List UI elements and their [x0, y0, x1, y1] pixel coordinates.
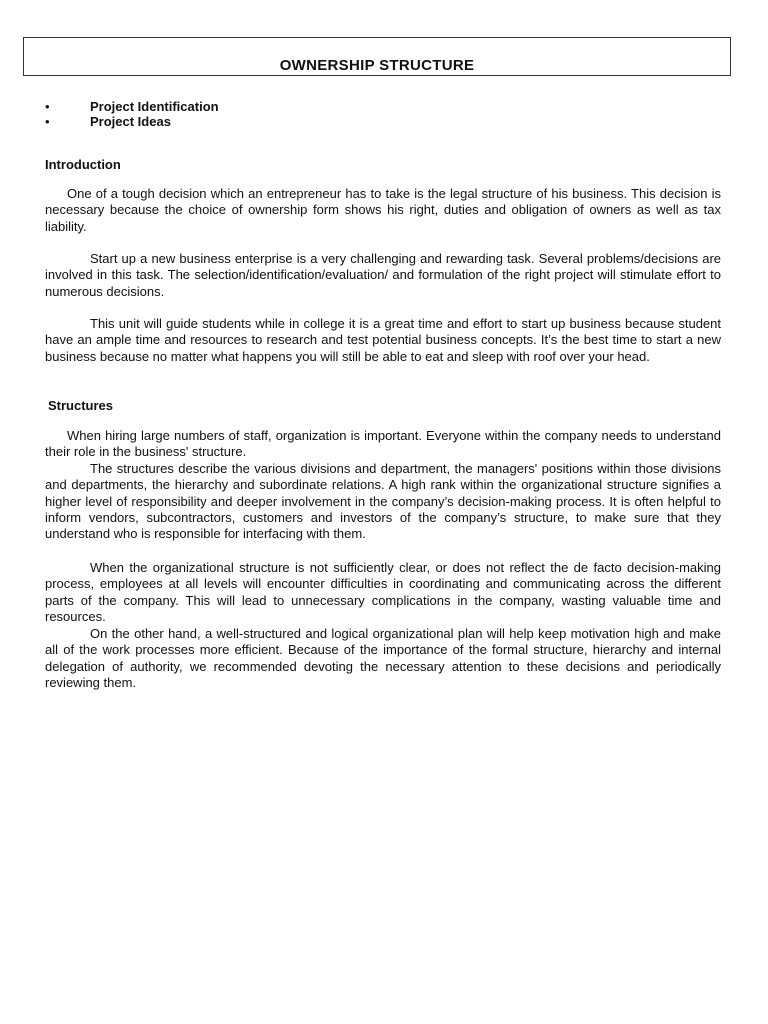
list-item	[45, 114, 219, 129]
structures-paragraph-1: When hiring large numbers of staff, organization is important. Everyone within the company needs to understand their role in the business' structure.	[45, 428, 721, 460]
structures-paragraph-2: The structures describe the various divisions and department, the managers' positions within those divisions and departments, the hierarchy and subordinate relations. A high rank within the organizational structure signifies a higher level of responsibility and deeper involvement in the company’s decision-making process. It is often helpful to inform vendors, subcontractors, customers and investors of the company’s structure, to make sure that they understand who is responsible for interfacing with them.	[45, 461, 721, 542]
introduction-paragraph-1: One of a tough decision which an entrepreneur has to take is the legal structure of his business. This decision is necessary because the choice of ownership form shows his right, duties and obligation of owners as well as tax liability.	[45, 186, 721, 234]
bullet-text: Project Ideas	[90, 114, 171, 129]
title-box	[23, 37, 731, 76]
bullet-list	[45, 99, 219, 129]
page-title: OWNERSHIP STRUCTURE	[279, 57, 475, 74]
introduction-paragraph-3: This unit will guide students while in college it is a great time and effort to start up business because student have an ample time and resources to research and test potential business concepts. It’s the best time to start a new business because no matter what happens you will still be able to eat and sleep with roof over your head.	[45, 316, 721, 364]
bullet-marker: •	[45, 99, 50, 114]
introduction-paragraph-2: Start up a new business enterprise is a very challenging and rewarding task. Several problems/decisions are involved in this task. The selection/identification/evaluation/ and formulation of the right project will stimulate effort to numerous decisions.	[45, 251, 721, 299]
structures-paragraph-3: When the organizational structure is not sufficiently clear, or does not reflect the de facto decision-making process, employees at all levels will encounter difficulties in coordinating and communicating across the different parts of the company. This will lead to unnecessary complications in the company, wasting valuable time and resources.	[45, 560, 721, 624]
introduction-heading: Introduction	[45, 157, 121, 172]
bullet-text: Project Identification	[90, 99, 219, 114]
structures-paragraph-4: On the other hand, a well-structured and logical organizational plan will help keep motivation high and make all of the work processes more efficient. Because of the importance of the formal structure, hierarchy and internal delegation of authority, we recommended devoting the necessary attention to these decisions and periodically reviewing them.	[45, 626, 721, 690]
bullet-marker: •	[45, 114, 50, 129]
list-item	[45, 99, 219, 114]
structures-heading: Structures	[48, 398, 114, 413]
